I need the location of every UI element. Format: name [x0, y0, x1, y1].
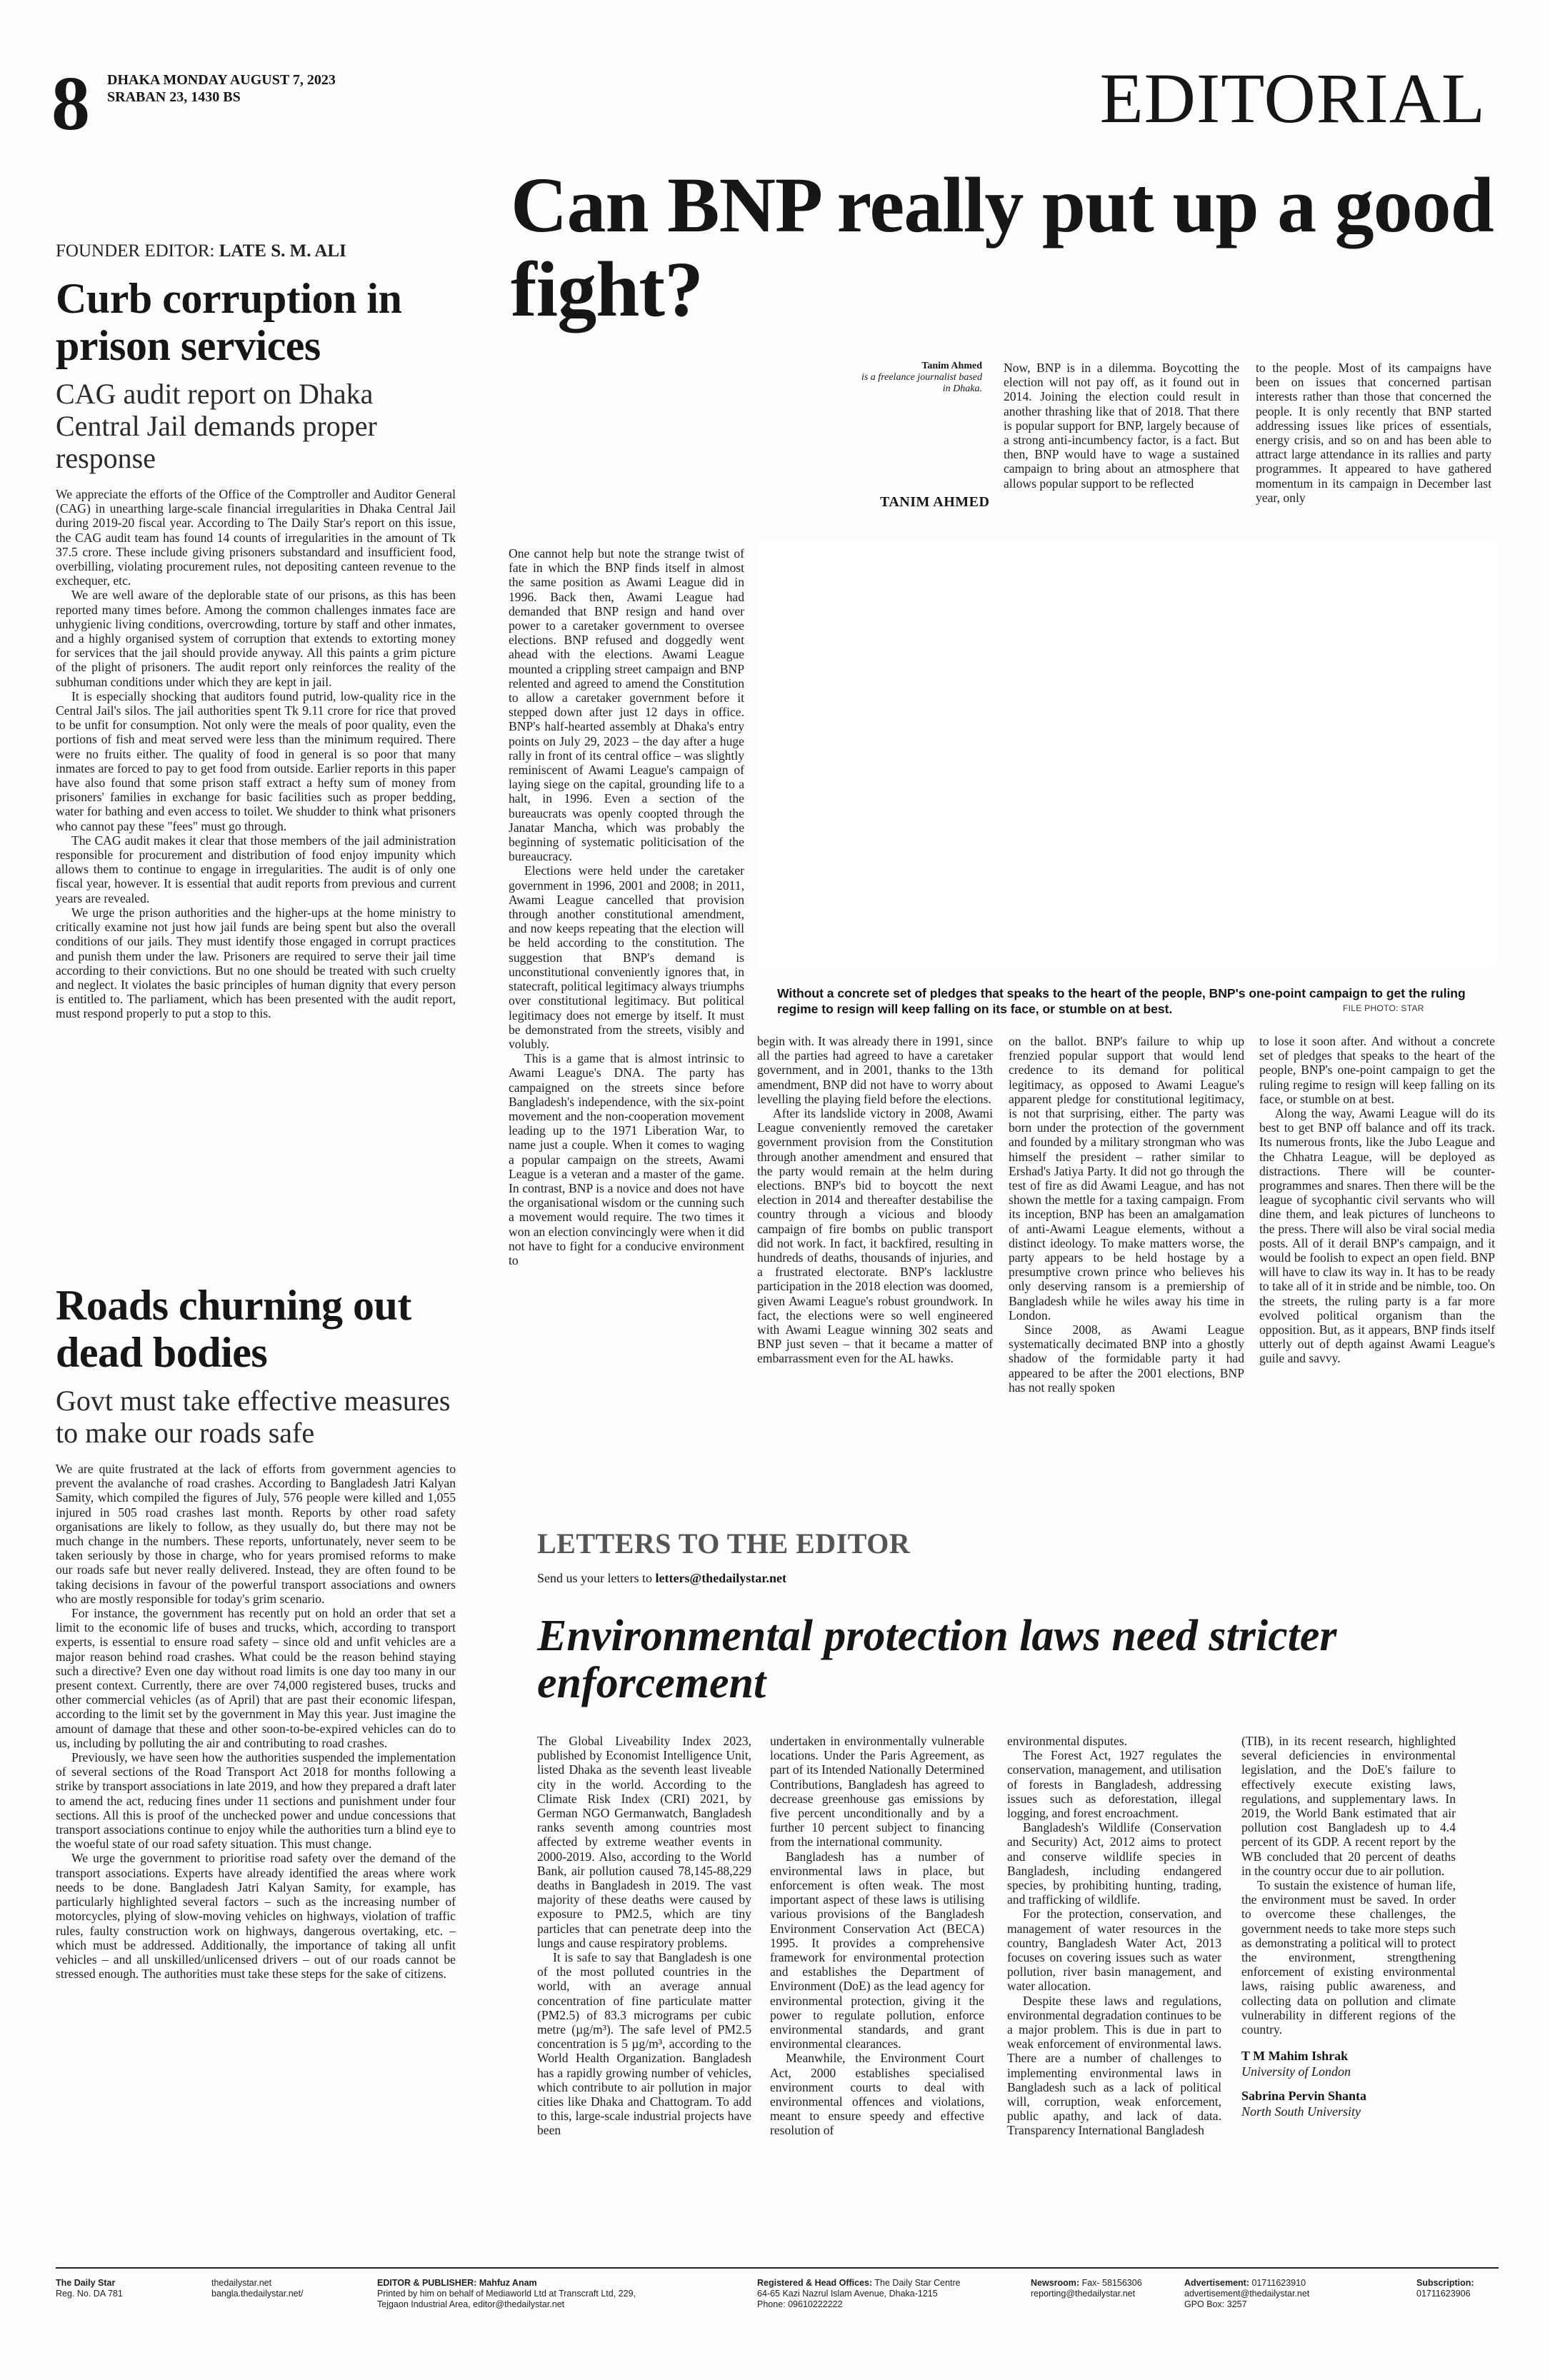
oped-bottom-col-1 — [757, 1034, 993, 1366]
paragraph: We are well aware of the deplorable state of our prisons, as this has been reported many times before. Among the common challenges inmates face are unhygienic living conditions, overcrowding, torture by staff and other inmates, and a highly organised system of corruption that extends to extorting money for services that the jail should provide anyway. All this paints a grim picture of the plight of prisoners. The audit report only reinforces the reality of the subhuman conditions under which they are kept in jail. — [56, 588, 456, 689]
footer-editor-name: Mahfuz Anam — [479, 2278, 537, 2288]
letter-col-4 — [1241, 1734, 1456, 2119]
footer-line: Reg. No. DA 781 — [56, 2289, 123, 2299]
author-description: is a freelance journalist based in Dhaka. — [861, 372, 982, 394]
oped-left-col — [509, 546, 744, 1267]
bangla-date: SRABAN 23, 1430 BS — [107, 89, 241, 105]
author-note — [854, 361, 982, 395]
paragraph: Since 2008, as Awami League systematically decimated BNP into a ghostly shadow of the formidable party it had appeared to be after the 2001 elections, BNP has not really spoken — [1009, 1322, 1244, 1395]
paragraph: We appreciate the efforts of the Office of the Comptroller and Auditor General (CAG) in unearthing large-scale financial irregularities in Dhaka Central Jail during 2019-20 fiscal year. According to The Daily Star's report on this issue, the CAG audit team has found 14 counts of irregularities in the amount of Tk 37.5 crore. These include giving prisoners substandard and insufficient food, overbilling, violating procurement rules, not depositing canteen revenue to the exchequer, etc. — [56, 487, 456, 588]
footer-link[interactable]: advertisement@thedailystar.net — [1184, 2289, 1310, 2299]
signatory-name: Sabrina Pervin Shanta — [1241, 2089, 1367, 2104]
paragraph: on the ballot. BNP's failure to whip up frenzied popular support that would lend credence to its demand for political legitimacy, as opposed to Awami League's apparent pledge for constitutional legitimacy, is not that surprising, either. The party was born under the protection of the government and founded by a military strongman who was himself the president – rather similar to Ershad's Jatiya Party. It did not go through the test of fire as did Awami League, and has not shown the mettle for a taxing campaign. From its inception, BNP has been an amalgamation of anti-Awami League elements, without a distinct ideology. To make matters worse, the party appears to be held hostage by a presumptive crown prince who believes his only deserving ransom is a premiership of Bangladesh while he wiles away his time in London. — [1009, 1034, 1244, 1322]
paragraph: To sustain the existence of human life, the environment must be saved. In order to overcome these challenges, the government needs to take more steps such as demonstrating a political will to protect the environment, strengthening enforcement of existing environmental laws, raising public awareness, and collecting data on pollution and climate vulnerability in different regions of the country. — [1241, 1878, 1456, 2037]
paragraph: Despite these laws and regulations, environmental degradation continues to be a major problem. This is due in part to weak enforcement of environmental laws. There are a number of challenges to implementing environmental laws in Bangladesh such as a lack of political will, corruption, weak enforcement, public apathy, and lack of data. Transparency International Bangladesh — [1007, 1993, 1221, 2138]
footer-label: Registered & Head Offices: — [757, 2278, 873, 2288]
footer-line: The Daily Star Centre — [874, 2278, 961, 2288]
letter-title: Environmental protection laws need stricter enforcement — [537, 1612, 1337, 1707]
paragraph: After its landslide victory in 2008, Awami League conveniently removed the caretaker government provision from the Constitution through another amendment and ensured that the party would remain at the helm during elections. BNP's bid to boycott the next election in 2014 and thereafter destabilise the country through a vicious and bloody campaign of fire bombs on public transport did not work. In fact, it backfired, resulting in hundreds of deaths, thousands of injuries, and a frustrated electorate. BNP's lacklustre participation in the 2018 election was doomed, given Awami League's robust groundwork. In fact, the elections were so well engineered with Awami League winning 302 seats and BNP just seven – that it became a matter of embarrassment even for the AL hawks. — [757, 1106, 993, 1366]
footer-line: Tejgaon Industrial Area, editor@thedailystar.net — [377, 2299, 565, 2309]
paragraph: Elections were held under the caretaker government in 1996, 2001 and 2008; in 2011, Awami League cancelled that provision through another constitutional amendment, and now keeps repeating that the election will be held according to the constitution. The suggestion that BNP's demand is unconstitutional conveniently ignores that, in statecraft, political legitimacy always triumphs over constitutional legitimacy. But political legitimacy does not emerge by itself. It must be demonstrated from the streets, visibly and volubly. — [509, 863, 744, 1051]
signatory-affiliation: University of London — [1241, 2064, 1351, 2079]
footer-advertisement — [1184, 2278, 1309, 2310]
footer-link[interactable]: reporting@thedailystar.net — [1031, 2289, 1136, 2299]
footer-line: 01711623906 — [1416, 2289, 1471, 2299]
founder-label: FOUNDER EDITOR: — [56, 241, 215, 261]
paragraph: Meanwhile, the Environment Court Act, 2000 establishes specialised environment courts to deal with environmental offences and violations, meant to ensure speedy and effective resolution of — [770, 2051, 984, 2138]
editorial-subtitle: Govt must take effective measures to make our roads safe — [56, 1385, 451, 1449]
paragraph: Bangladesh has a number of environmental laws in place, but enforcement is often weak. The most important aspect of these laws is utilising various provisions of the Bangladesh Environment Conservation Act (BECA) 1995. It provides a comprehensive framework for environmental protection and establishes the Department of Environment (DoE) as the lead agency for environmental protection, giving it the power to regulate pollution, enforce environmental standards, and grant environmental clearances. — [770, 1849, 984, 2052]
editorial-roads — [56, 1282, 456, 1981]
footer-line: GPO Box: 3257 — [1184, 2299, 1247, 2309]
paragraph: Along the way, Awami League will do its best to get BNP off balance and off its track. Its numerous fronts, like the Jubo League and the Chhatra League, will be deployed as distractions. There will be counter-programmes and snares. Then there will be the league of sycophantic civil servants who will dine them, and leak pictures of luncheons to the press. There will also be viral social media posts. All of it derail BNP's campaign, and it would be foolish to expect an open field. BNP will have to claw its way in. It has to be ready to take all of it in stride and be nimble, too. On the streets, the ruling party is a far more evolved political organism than the opposition. But, as it appears, BNP finds itself utterly out of depth against Awami League's guile and savvy. — [1259, 1106, 1495, 1366]
footer-label: Subscription: — [1416, 2278, 1474, 2288]
footer-subscription — [1416, 2278, 1474, 2299]
letters-send-line — [537, 1571, 786, 1586]
footer — [56, 2278, 1499, 2321]
footer-newsroom — [1031, 2278, 1142, 2299]
footer-rule — [56, 2267, 1499, 2269]
footer-line: Phone: 09610222222 — [757, 2299, 843, 2309]
editorial-title: Curb corruption in prison services — [56, 275, 402, 369]
section-title: EDITORIAL — [1099, 59, 1486, 138]
footer-label: Advertisement: — [1184, 2278, 1249, 2288]
signatory — [1241, 2048, 1456, 2079]
paragraph: It is safe to say that Bangladesh is one of the most polluted countries in the world, with an average annual concentration of fine particulate matter (PM2.5) of 83.3 micrograms per cubic metre (µg/m³). The safe level of PM2.5 concentration is 5 µg/m³, according to the World Health Organization. Bangladesh has a rapidly growing number of vehicles, which contribute to air pollution in major cities like Dhaka and Chattogram. To add to this, large-scale industrial projects have been — [537, 1950, 751, 2138]
photo-credit: FILE PHOTO: STAR — [1343, 1003, 1424, 1013]
photo-placeholder — [757, 539, 1496, 968]
letter-col-3 — [1007, 1734, 1221, 2138]
paragraph: The Forest Act, 1927 regulates the conservation, management, and utilisation of forests in Bangladesh, addressing issues such as deforestation, illegal logging, and forest encroachment. — [1007, 1748, 1221, 1821]
paragraph: environmental disputes. — [1007, 1734, 1128, 1748]
founder-editor — [56, 241, 346, 261]
footer-line: 01711623910 — [1251, 2278, 1306, 2288]
letter-col-2 — [770, 1734, 984, 2138]
paragraph: We urge the government to prioritise road safety over the demand of the transport associations. Experts have already identified the areas where work needs to be done. Bangladesh Jatri Kalyan Samity, for example, has particularly highlighted several factors – such as the increasing number of motorcycles, plying of slow-moving vehicles on highways, violation of traffic rules, faulty construction work on highways, dangerous overtaking, etc. – which must be addressed. Additionally, the importance of taking all unfit vehicles – and all unskilled/unlicensed drivers – out of our roads cannot be stressed enough. The authorities must take these steps for the sake of citizens. — [56, 1851, 456, 1982]
editorial-prison — [56, 275, 456, 1021]
paragraph: The CAG audit makes it clear that those members of the jail administration responsible for procurement and distribution of food enjoy impunity which allows them to continue to engage in irregularities. The audit is of only one fiscal year, however. It is essential that audit reports from previous and current years are revealed. — [56, 833, 456, 905]
paragraph: We are quite frustrated at the lack of efforts from government agencies to prevent the avalanche of road crashes. According to Bangladesh Jatri Kalyan Samity, which compiled the figures of July, 576 people were killed and 1,055 injured in 505 road crashes last month. Reports by other road safety organisations are likely to follow, as they usually do, but there may not be much change in the numbers. These reports, unfortunately, never seem to be taken seriously by those in charge, who for years promised reforms to make our roads safe but never really delivered. Instead, they are often found to be taking decisions in favour of the powerful transport associations and owners who are mostly responsible for today's grim scenario. — [56, 1462, 456, 1606]
footer-label: EDITOR & PUBLISHER: — [377, 2278, 477, 2288]
editorial-body — [56, 1462, 456, 1981]
editorial-body — [56, 487, 456, 1021]
paragraph: For instance, the government has recently put on hold an order that set a limit to the economic life of buses and trucks, which, according to transport experts, is essential to ensure road safety – since old and unfit vehicles are a major reason behind road crashes. What could be the reason behind staying such a directive? Even one day without road limits is one day too many in our present context. Currently, there are over 74,000 registered buses, trucks and other commercial vehicles (as of April) that are past their economic lifespan, according to the limit set by the government in May this year. Just imagine the amount of damage that these and other soon-to-be-expired vehicles can do to us, including by polluting the air and contributing to road crashes. — [56, 1606, 456, 1750]
letter-col-4-text — [1241, 1734, 1456, 2037]
send-prefix: Send us your letters to — [537, 1571, 652, 1585]
editorial-subtitle: CAG audit report on Dhaka Central Jail demands proper response — [56, 378, 377, 474]
date-line — [107, 71, 336, 106]
footer-line: The Daily Star — [56, 2278, 116, 2288]
footer-line: Fax- 58156306 — [1081, 2278, 1142, 2288]
paragraph: Previously, we have seen how the authorities suspended the implementation of several sections of the Road Transport Act 2018 for months following a strike by transport associations in late 2019, and how they prepared a draft later to amend the act, reducing fines under 11 sections and punishment under four sections. All this is proof of the unchecked power and undue concessions that transport associations continue to enjoy while the authorities turn a blind eye to the woeful state of our road safety situation. This must change. — [56, 1750, 456, 1852]
paragraph: This is a game that is almost intrinsic to Awami League's DNA. The party has campaigned on the streets since before Bangladesh's independence, with the six-point movement and the non-cooperation movement leading up to the 1971 Liberation War, to name just a couple. When it comes to waging a popular campaign on the streets, Awami League is a veteran and a master of the game. In contrast, BNP is a novice and does not have the organisational wisdom or the cunning such a movement would require. The two times it won an election convincingly were when it did not have to fight for a conducive environment to — [509, 1051, 744, 1267]
page-number: 8 — [51, 61, 89, 146]
paragraph: It is especially shocking that auditors found putrid, low-quality rice in the Central Jail's silos. The jail authorities spent Tk 9.11 crore for rice that proved to be unfit for consumption. Not only were the meals of poor quality, even the portions of fish and meat served were less than the minimum required. There were no fruits either. The quality of food in general is so poor that many inmates are forced to pay to get food from outside. Earlier reports in this paper have also found that some prison staff extract a hefty sum of money from prisoners' families in exchange for basic facilities such as proper bedding, water for bathing and even access to toilet. We shudder to think what prisoners who cannot pay these "fees" must go through. — [56, 688, 456, 833]
footer-websites — [211, 2278, 304, 2299]
paragraph: begin with. It was already there in 1991, since all the parties had agreed to have a caretaker government, and in 2001, thanks to the 13th amendment, BNP did not have to worry about levelling the playing field before the elections. — [757, 1034, 993, 1106]
oped-top-col-2 — [1256, 361, 1491, 505]
paragraph: Now, BNP is in a dilemma. Boycotting the election will not pay off, as it found out in 2014. Joining the election could result in another thrashing like that of 2018. That there is popular support for BNP, largely because of a strong anti-incumbency factor, is a fact. But then, BNP would have to wage a sustained campaign to bring about an atmosphere that allows popular support to be reflected — [1004, 361, 1239, 491]
footer-link[interactable]: bangla.thedailystar.net/ — [211, 2289, 304, 2299]
paragraph: One cannot help but note the strange twist of fate in which the BNP finds itself in almost the same position as Awami League did in 1996. Back then, Awami League had demanded that BNP resign and hand over power to a caretaker government to oversee elections. BNP refused and doggedly went ahead with the elections. Awami League mounted a crippling street campaign and BNP relented and agreed to amend the Constitution to allow a caretaker government before it stepped down after just 12 days in office. BNP's half-hearted assembly at Dhaka's entry points on July 29, 2023 – the day after a huge rally in front of its central office – was slightly reminiscent of Awami League's campaign of laying siege on the capital, grounding life to a halt, in 1996. Even a section of the bureaucrats was openly coopted through the Janatar Mancha, which was probably the beginning of systematic politicisation of the bureaucracy. — [509, 546, 744, 864]
footer-line: 64-65 Kazi Nazrul Islam Avenue, Dhaka-1215 — [757, 2289, 938, 2299]
signatory-name: T M Mahim Ishrak — [1241, 2049, 1349, 2064]
article-photo — [757, 539, 1496, 968]
paragraph: (TIB), in its recent research, highlighted several deficiencies in environmental legislation, and the DoE's failure to effectively execute existing laws, regulations, and supplementary laws. In 2019, the World Bank estimated that air pollution cost Bangladesh up to 4.4 percent of its GDP. A recent report by the WB concluded that 20 percent of deaths in the country occur due to air pollution. — [1241, 1734, 1456, 1878]
byline: TANIM AHMED — [880, 494, 990, 510]
author-short-name: Tanim Ahmed — [921, 361, 982, 371]
footer-editor — [377, 2278, 636, 2310]
oped-top-col-1 — [1004, 361, 1239, 491]
footer-label: Newsroom: — [1031, 2278, 1080, 2288]
oped-bottom-col-2 — [1009, 1034, 1244, 1395]
gregorian-date: DHAKA MONDAY AUGUST 7, 2023 — [107, 72, 336, 88]
paragraph: We urge the prison authorities and the higher-ups at the home ministry to critically examine not just how jail funds are being spent but also the overall conditions of our jails. They must identify those engaged in corrupt practices and punish them under the law. Prisoners are required to serve their jail time according to their convictions. But no one should be treated with such cruelty and neglect. It violates the basic principles of human dignity that every person is entitled to. The parliament, which has been presented with the audit report, must respond properly to put a stop to this. — [56, 905, 456, 1021]
paragraph: to the people. Most of its campaigns have been on issues that concerned partisan interests rather than those that concerned the people. It is only recently that BNP started addressing issues like prices of essentials, energy crisis, and so on and has been able to attract large attendance in its rallies and party programmes. It appeared to have gathered momentum in its campaign in December last year, only — [1256, 361, 1491, 505]
paragraph: undertaken in environmentally vulnerable locations. Under the Paris Agreement, as part of its Intended Nationally Determined Contributions, Bangladesh has agreed to decrease greenhouse gas emissions by five percent unconditionally and by a further 10 percent subject to financing from the international community. — [770, 1734, 984, 1849]
letters-heading: LETTERS TO THE EDITOR — [537, 1527, 911, 1560]
letter-col-1 — [537, 1734, 751, 2138]
footer-link[interactable]: thedailystar.net — [211, 2278, 272, 2288]
footer-publication — [56, 2278, 123, 2299]
photo-caption: Without a concrete set of pledges that speaks to the heart of the people, BNP's one-point campaign to get the ruling regime to resign will keep falling on its face, or stumble on at best. — [777, 986, 1466, 1016]
paragraph: Bangladesh's Wildlife (Conservation and Security) Act, 2012 aims to protect and conserve wildlife species in Bangladesh, including endangered species, by prohibiting hunting, trading, and trafficking of wildlife. — [1007, 1820, 1221, 1907]
oped-headline: Can BNP really put up a good fight? — [511, 161, 1494, 333]
footer-offices — [757, 2278, 961, 2310]
signatory — [1241, 2088, 1456, 2119]
paragraph: For the protection, conservation, and management of water resources in the country, Bangladesh Water Act, 2013 focuses on covering issues such as water pollution, river basin management, and water allocation. — [1007, 1907, 1221, 1994]
footer-line: Printed by him on behalf of Mediaworld Ltd at Transcraft Ltd, 229, — [377, 2289, 636, 2299]
paragraph: The Global Liveability Index 2023, published by Economist Intelligence Unit, listed Dhaka as the seventh least liveable city in the world. According to the Climate Risk Index (CRI) 2021, by German NGO Germanwatch, Bangladesh ranks seventh among countries most affected by extreme weather events in 2000-2019. Also, according to the World Bank, air pollution caused 78,145-88,229 deaths in Bangladesh in 2019. The vast majority of these deaths were caused by exposure to PM2.5, which are tiny particles that can penetrate deep into the lungs and cause respiratory problems. — [537, 1734, 751, 1950]
oped-bottom-col-3 — [1259, 1034, 1495, 1366]
editorial-title: Roads churning out dead bodies — [56, 1282, 411, 1376]
signatory-affiliation: North South University — [1241, 2104, 1361, 2119]
paragraph: to lose it soon after. And without a concrete set of pledges that speaks to the heart of the people, BNP's one-point campaign to get the ruling regime to resign will keep falling on its face, or stumble on at best. — [1259, 1034, 1495, 1106]
letters-email-link[interactable]: letters@thedailystar.net — [655, 1571, 787, 1585]
founder-name: LATE S. M. ALI — [219, 241, 346, 261]
